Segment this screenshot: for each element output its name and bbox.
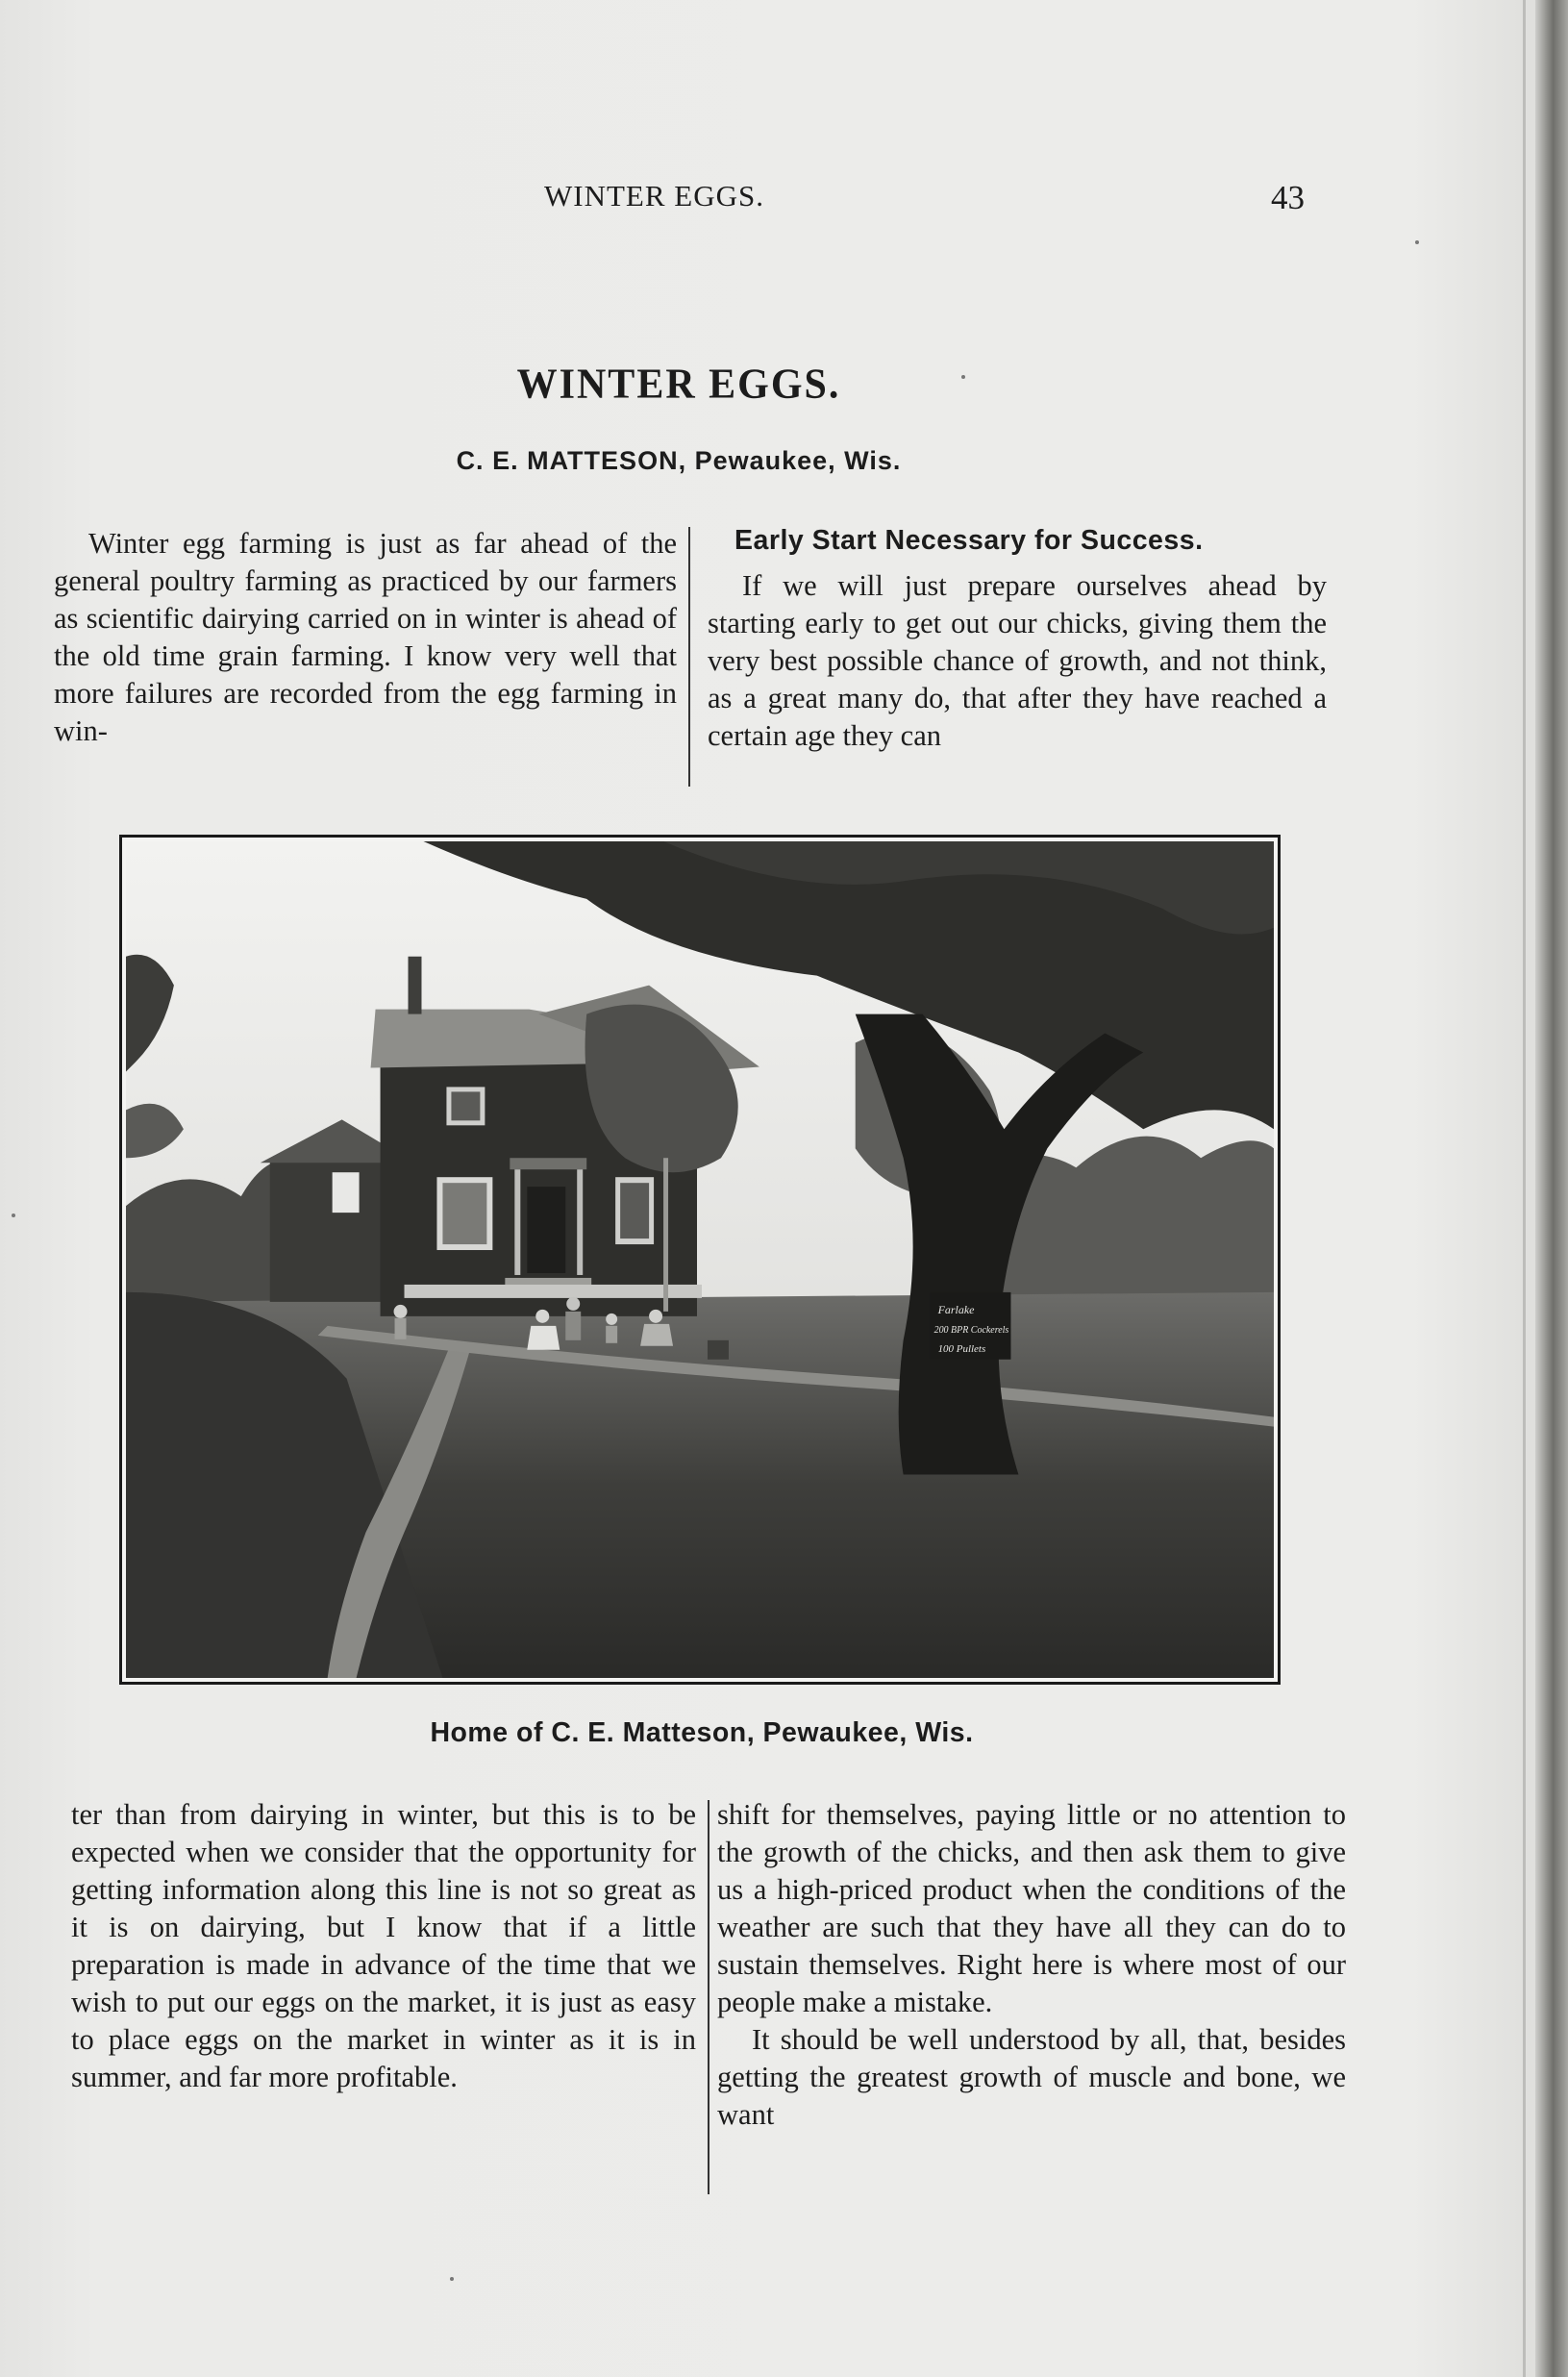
paragraph-continued-left: ter than from dairying in winter, but this is to be expected when we consider that the opportunity for getting information along this line is not so great as it is on dairying, but I know that if a little preparation is made in advance of the time that we wish to put our eggs on the market, it is just as easy to place eggs on the market in winter as it is in summer, and far more profitable. (71, 1798, 696, 2093)
farmhouse-photo (119, 835, 1281, 1685)
body-column-right-bottom (717, 1796, 1346, 2134)
body-column-left-bottom (71, 1796, 696, 2096)
column-divider-top (688, 527, 690, 787)
section-subheading: Early Start Necessary for Success. (734, 525, 1204, 556)
paragraph-intro: Winter egg farming is just as far ahead of the general poultry farming as practiced by our farmers as scientific dairying carried on in winter is ahead of the old time grain farming. I know very well that more failures are recorded from the egg farming in win- (54, 527, 677, 747)
tree-sign-line2: 200 BPR Cockerels (933, 1324, 1009, 1336)
column-divider-bottom (708, 1800, 709, 2194)
farmhouse-photo-image (126, 841, 1274, 1678)
body-column-right-top (708, 567, 1327, 755)
paragraph-continued-right: shift for themselves, paying little or no attention to the growth of the chicks, and then ask them to give us a high-priced product when the conditions of the weather are such that they have all they can do to sustain themselves. Right here is where most of our people make a mistake. (717, 1798, 1346, 2018)
paper-speck (12, 1214, 15, 1217)
paper-speck (450, 2277, 454, 2281)
paragraph-well-understood: It should be well understood by all, that, besides getting the greatest growth of muscle and bone, we want (717, 2023, 1346, 2131)
article-title: WINTER EGGS. (516, 361, 841, 409)
paragraph-early-start: If we will just prepare ourselves ahead by starting early to get out our chicks, giving them the very best possible chance of growth, and not think, as a great many do, that after they have reached a certain age they can (708, 569, 1327, 752)
page-edge-shadow (1535, 0, 1568, 2377)
paper-speck (1415, 240, 1419, 244)
page-gutter-line (1523, 0, 1526, 2377)
body-column-left-top (54, 525, 677, 750)
tree-sign-line1: Farlake (937, 1302, 975, 1316)
page-number: 43 (1271, 179, 1305, 216)
figure-caption: Home of C. E. Matteson, Pewaukee, Wis. (430, 1717, 974, 1748)
paper-speck (961, 375, 965, 379)
article-byline: C. E. MATTESON, Pewaukee, Wis. (456, 446, 902, 475)
tree-sign-line3: 100 Pullets (937, 1342, 986, 1355)
running-head: WINTER EGGS. (544, 179, 764, 213)
